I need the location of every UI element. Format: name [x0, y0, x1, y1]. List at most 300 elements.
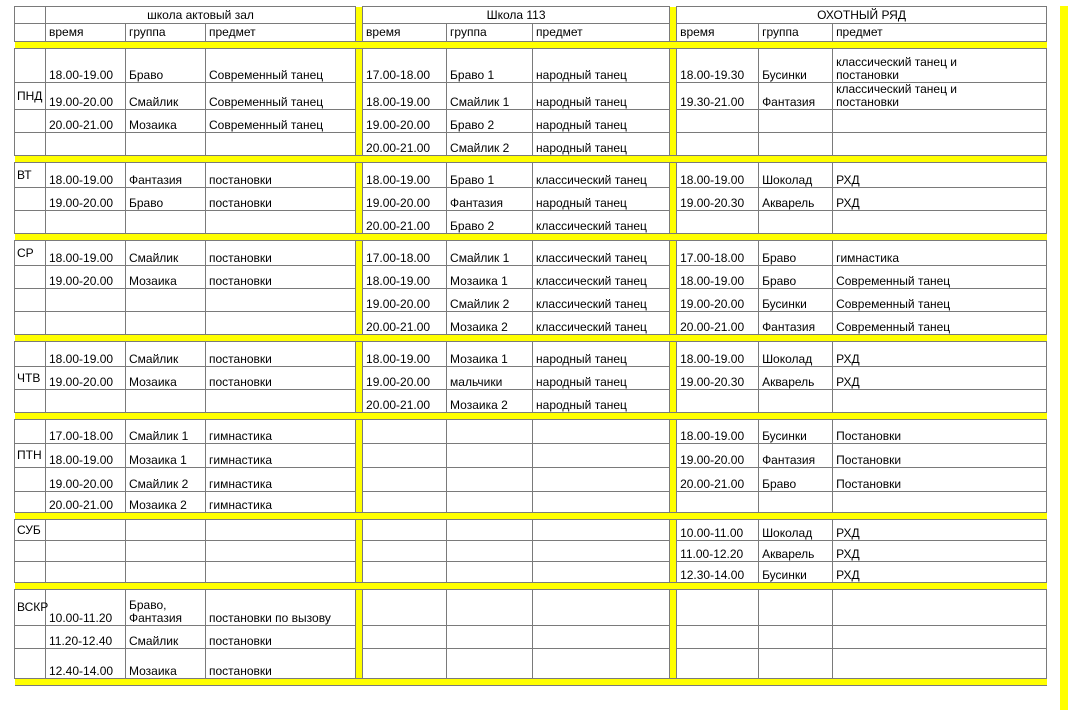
yellow-separator: [356, 266, 363, 289]
time-cell: 19.00-20.00: [677, 289, 759, 312]
group-cell: [447, 492, 533, 513]
subject-cell: гимнастика: [206, 444, 356, 468]
subject-cell: Постановки: [833, 468, 1047, 492]
time-cell: 19.00-20.00: [46, 266, 126, 289]
group-cell: Шоколад: [759, 342, 833, 367]
yellow-separator: [15, 583, 1047, 590]
subject-cell: постановки: [206, 342, 356, 367]
schedule-row: [15, 626, 1047, 649]
time-cell: 19.00-20.00: [677, 444, 759, 468]
schedule-row: [15, 312, 1047, 335]
schedule-row: [15, 390, 1047, 413]
group-cell: Мозаика: [126, 367, 206, 390]
day-label-cell: [15, 110, 46, 133]
venue-header: Школа 113: [363, 7, 670, 24]
day-label-cell: ВТ: [15, 163, 46, 188]
group-cell: Фантазия: [447, 188, 533, 211]
day-label-cell: [15, 390, 46, 413]
group-cell: Смайлик 1: [126, 420, 206, 444]
yellow-separator: [356, 312, 363, 335]
day-label-cell: [15, 649, 46, 679]
col-header-subject: предмет: [533, 24, 670, 42]
time-cell: 18.00-19.00: [677, 420, 759, 444]
yellow-separator: [15, 42, 1047, 49]
time-cell: [677, 492, 759, 513]
col-header-time: время: [363, 24, 447, 42]
subject-cell: [533, 492, 670, 513]
yellow-separator: [356, 420, 363, 444]
subject-cell: народный танец: [533, 83, 670, 110]
subject-cell: народный танец: [533, 133, 670, 156]
group-cell: Акварель: [759, 541, 833, 562]
time-cell: [363, 420, 447, 444]
yellow-separator: [356, 7, 363, 24]
group-cell: Браво 2: [447, 110, 533, 133]
subject-cell: Современный танец: [206, 49, 356, 83]
time-cell: 17.00-18.00: [46, 420, 126, 444]
day-label-cell: [15, 188, 46, 211]
yellow-separator: [356, 590, 363, 626]
time-cell: 20.00-21.00: [363, 211, 447, 234]
yellow-separator: [670, 133, 677, 156]
schedule-row: [15, 211, 1047, 234]
yellow-separator: [356, 626, 363, 649]
group-cell: Смайлик 2: [126, 468, 206, 492]
yellow-separator: [670, 342, 677, 367]
subject-cell: [206, 541, 356, 562]
subject-cell: Постановки: [833, 420, 1047, 444]
time-cell: [363, 649, 447, 679]
time-cell: 20.00-21.00: [677, 468, 759, 492]
schedule-row: [15, 562, 1047, 583]
group-cell: [759, 626, 833, 649]
yellow-separator: [356, 541, 363, 562]
group-cell: [126, 541, 206, 562]
day-label-cell: [15, 49, 46, 83]
schedule-row: [15, 266, 1047, 289]
schedule-row: [15, 420, 1047, 444]
subject-cell: постановки: [206, 649, 356, 679]
schedule-row: [15, 163, 1047, 188]
subject-cell: Современный танец: [206, 83, 356, 110]
yellow-separator-row: [15, 42, 1047, 49]
time-cell: 18.00-19.30: [677, 49, 759, 83]
group-cell: [447, 541, 533, 562]
schedule-table: [14, 6, 1047, 686]
day-label-cell: [15, 289, 46, 312]
subject-cell: [206, 390, 356, 413]
time-cell: [363, 444, 447, 468]
subject-cell: [833, 133, 1047, 156]
group-cell: [759, 133, 833, 156]
subject-cell: классический танец и постановки: [833, 49, 1047, 83]
subject-cell: [533, 590, 670, 626]
subject-cell: гимнастика: [206, 468, 356, 492]
group-cell: [447, 649, 533, 679]
time-cell: [46, 211, 126, 234]
yellow-separator: [356, 211, 363, 234]
group-cell: Браво: [126, 49, 206, 83]
time-cell: 18.00-19.00: [46, 241, 126, 266]
group-cell: [759, 590, 833, 626]
schedule-row: [15, 110, 1047, 133]
yellow-separator: [670, 163, 677, 188]
subject-cell: народный танец: [533, 342, 670, 367]
group-cell: Мозаика: [126, 266, 206, 289]
time-cell: 12.40-14.00: [46, 649, 126, 679]
schedule-row: [15, 492, 1047, 513]
time-cell: 20.00-21.00: [46, 110, 126, 133]
day-label-cell: [15, 211, 46, 234]
group-cell: Бусинки: [759, 49, 833, 83]
yellow-separator: [670, 444, 677, 468]
group-cell: Мозаика: [126, 110, 206, 133]
time-cell: [677, 626, 759, 649]
group-cell: Шоколад: [759, 163, 833, 188]
time-cell: 18.00-19.00: [363, 163, 447, 188]
group-cell: [126, 520, 206, 541]
subject-cell: постановки: [206, 266, 356, 289]
yellow-separator: [670, 649, 677, 679]
group-cell: Бусинки: [759, 562, 833, 583]
yellow-separator: [15, 234, 1047, 241]
day-label-cell: [15, 562, 46, 583]
group-cell: [126, 133, 206, 156]
yellow-separator: [356, 492, 363, 513]
time-cell: [363, 520, 447, 541]
time-cell: 19.00-20.00: [363, 110, 447, 133]
subject-cell: [833, 390, 1047, 413]
subject-cell: Современный танец: [206, 110, 356, 133]
group-cell: [447, 562, 533, 583]
group-cell: Смайлик 1: [447, 241, 533, 266]
group-cell: Мозаика 2: [126, 492, 206, 513]
group-cell: Мозаика 1: [447, 342, 533, 367]
subject-cell: народный танец: [533, 49, 670, 83]
yellow-separator: [670, 24, 677, 42]
group-cell: [447, 420, 533, 444]
group-cell: [126, 562, 206, 583]
yellow-separator: [356, 390, 363, 413]
yellow-separator-row: [15, 513, 1047, 520]
subject-cell: Современный танец: [833, 312, 1047, 335]
group-cell: [759, 390, 833, 413]
time-cell: 18.00-19.00: [46, 342, 126, 367]
yellow-separator: [356, 289, 363, 312]
time-cell: 17.00-18.00: [677, 241, 759, 266]
group-cell: Браво 2: [447, 211, 533, 234]
group-cell: [126, 211, 206, 234]
column-header-row: [15, 24, 1047, 42]
subject-cell: классический танец: [533, 163, 670, 188]
group-cell: Мозаика 1: [126, 444, 206, 468]
yellow-separator: [670, 492, 677, 513]
schedule-row: [15, 468, 1047, 492]
group-cell: Акварель: [759, 367, 833, 390]
time-cell: [46, 541, 126, 562]
group-cell: Мозаика: [126, 649, 206, 679]
col-header-time: время: [677, 24, 759, 42]
group-cell: Смайлик 1: [447, 83, 533, 110]
time-cell: 19.00-20.30: [677, 367, 759, 390]
group-cell: [447, 520, 533, 541]
time-cell: [46, 562, 126, 583]
yellow-separator-row: [15, 413, 1047, 420]
group-cell: [447, 468, 533, 492]
subject-cell: Постановки: [833, 444, 1047, 468]
yellow-separator: [670, 590, 677, 626]
subject-cell: [206, 211, 356, 234]
group-cell: [126, 289, 206, 312]
time-cell: [363, 562, 447, 583]
subject-cell: [533, 444, 670, 468]
time-cell: 20.00-21.00: [677, 312, 759, 335]
group-cell: Смайлик: [126, 241, 206, 266]
yellow-separator: [356, 49, 363, 83]
yellow-separator: [356, 520, 363, 541]
time-cell: [677, 110, 759, 133]
time-cell: 20.00-21.00: [363, 133, 447, 156]
subject-cell: гимнастика: [833, 241, 1047, 266]
group-cell: Браво 1: [447, 163, 533, 188]
subject-cell: классический танец: [533, 211, 670, 234]
corner-cell: [15, 24, 46, 42]
yellow-separator: [356, 24, 363, 42]
subject-cell: [206, 562, 356, 583]
subject-cell: [833, 590, 1047, 626]
time-cell: 12.30-14.00: [677, 562, 759, 583]
day-label-cell: [15, 133, 46, 156]
time-cell: [363, 590, 447, 626]
venue-header-row: [15, 7, 1047, 24]
group-cell: Фантазия: [759, 312, 833, 335]
yellow-separator: [670, 188, 677, 211]
time-cell: [363, 468, 447, 492]
col-header-subject: предмет: [833, 24, 1047, 42]
subject-cell: [833, 626, 1047, 649]
yellow-separator: [670, 211, 677, 234]
time-cell: 18.00-19.00: [46, 49, 126, 83]
time-cell: 18.00-19.00: [46, 444, 126, 468]
group-cell: Браво: [759, 241, 833, 266]
subject-cell: классический танец: [533, 266, 670, 289]
yellow-separator: [356, 83, 363, 110]
time-cell: [363, 541, 447, 562]
yellow-separator: [670, 520, 677, 541]
group-cell: [759, 649, 833, 679]
col-header-subject: предмет: [206, 24, 356, 42]
group-cell: Мозаика 2: [447, 312, 533, 335]
yellow-separator: [670, 241, 677, 266]
col-header-group: группа: [126, 24, 206, 42]
schedule-row: [15, 83, 1047, 110]
yellow-separator: [670, 390, 677, 413]
time-cell: 19.00-20.00: [46, 468, 126, 492]
subject-cell: [833, 211, 1047, 234]
yellow-separator-row: [15, 156, 1047, 163]
subject-cell: постановки: [206, 367, 356, 390]
subject-cell: РХД: [833, 562, 1047, 583]
time-cell: 19.00-20.00: [363, 367, 447, 390]
time-cell: 18.00-19.00: [363, 83, 447, 110]
day-label-cell: ВСКР: [15, 590, 46, 626]
group-cell: [759, 492, 833, 513]
yellow-separator: [15, 335, 1047, 342]
yellow-separator: [670, 541, 677, 562]
subject-cell: постановки по вызову: [206, 590, 356, 626]
subject-cell: РХД: [833, 188, 1047, 211]
day-label-cell: [15, 626, 46, 649]
time-cell: [677, 133, 759, 156]
yellow-separator-row: [15, 234, 1047, 241]
group-cell: Бусинки: [759, 420, 833, 444]
venue-header: ОХОТНЫЙ РЯД: [677, 7, 1047, 24]
subject-cell: классический танец и постановки: [833, 83, 1047, 110]
time-cell: 18.00-19.00: [363, 342, 447, 367]
subject-cell: гимнастика: [206, 492, 356, 513]
yellow-separator: [670, 312, 677, 335]
subject-cell: [533, 468, 670, 492]
group-cell: [126, 312, 206, 335]
group-cell: Мозаика 2: [447, 390, 533, 413]
schedule-sheet: [14, 6, 1054, 686]
yellow-separator: [15, 513, 1047, 520]
schedule-row: [15, 289, 1047, 312]
group-cell: Браво, Фантазия: [126, 590, 206, 626]
yellow-separator: [670, 289, 677, 312]
corner-cell: [15, 7, 46, 24]
subject-cell: классический танец: [533, 289, 670, 312]
group-cell: Фантазия: [759, 83, 833, 110]
time-cell: 19.00-20.00: [46, 83, 126, 110]
time-cell: 18.00-19.00: [677, 266, 759, 289]
day-label-cell: [15, 468, 46, 492]
day-label-cell: СУБ: [15, 520, 46, 541]
yellow-separator: [15, 679, 1047, 686]
time-cell: 19.00-20.30: [677, 188, 759, 211]
subject-cell: [206, 520, 356, 541]
yellow-separator: [356, 649, 363, 679]
day-label-cell: [15, 342, 46, 367]
schedule-row: [15, 241, 1047, 266]
subject-cell: РХД: [833, 520, 1047, 541]
venue-header: школа актовый зал: [46, 7, 356, 24]
day-label-cell: [15, 420, 46, 444]
yellow-separator: [356, 241, 363, 266]
subject-cell: [533, 420, 670, 444]
time-cell: 19.30-21.00: [677, 83, 759, 110]
right-yellow-border: [1060, 6, 1068, 710]
day-label-cell: [15, 541, 46, 562]
subject-cell: [833, 492, 1047, 513]
subject-cell: классический танец: [533, 312, 670, 335]
yellow-separator: [356, 444, 363, 468]
day-label-cell: [15, 312, 46, 335]
yellow-separator: [670, 562, 677, 583]
time-cell: 20.00-21.00: [46, 492, 126, 513]
time-cell: [46, 133, 126, 156]
group-cell: Смайлик 2: [447, 133, 533, 156]
subject-cell: классический танец: [533, 241, 670, 266]
group-cell: Смайлик: [126, 342, 206, 367]
yellow-separator: [670, 626, 677, 649]
schedule-row: [15, 342, 1047, 367]
subject-cell: РХД: [833, 342, 1047, 367]
group-cell: Браво 1: [447, 49, 533, 83]
time-cell: [46, 390, 126, 413]
subject-cell: Современный танец: [833, 266, 1047, 289]
subject-cell: [206, 289, 356, 312]
group-cell: [126, 390, 206, 413]
time-cell: 17.00-18.00: [363, 241, 447, 266]
group-cell: Шоколад: [759, 520, 833, 541]
subject-cell: постановки: [206, 241, 356, 266]
yellow-separator: [356, 562, 363, 583]
yellow-separator: [356, 133, 363, 156]
subject-cell: народный танец: [533, 188, 670, 211]
col-header-group: группа: [759, 24, 833, 42]
time-cell: 10.00-11.00: [677, 520, 759, 541]
yellow-separator: [356, 468, 363, 492]
schedule-row: [15, 367, 1047, 390]
group-cell: Смайлик: [126, 83, 206, 110]
schedule-row: [15, 49, 1047, 83]
time-cell: 18.00-19.00: [46, 163, 126, 188]
time-cell: [363, 626, 447, 649]
time-cell: 19.00-20.00: [46, 188, 126, 211]
group-cell: Браво: [759, 266, 833, 289]
subject-cell: [533, 562, 670, 583]
time-cell: [677, 649, 759, 679]
time-cell: [363, 492, 447, 513]
yellow-separator: [670, 83, 677, 110]
time-cell: 18.00-19.00: [677, 342, 759, 367]
group-cell: [447, 590, 533, 626]
group-cell: Браво: [126, 188, 206, 211]
subject-cell: гимнастика: [206, 420, 356, 444]
schedule-row: [15, 541, 1047, 562]
time-cell: [677, 390, 759, 413]
day-label-cell: СР: [15, 241, 46, 266]
subject-cell: постановки: [206, 626, 356, 649]
subject-cell: Современный танец: [833, 289, 1047, 312]
day-label-cell: ПТН: [15, 444, 46, 468]
group-cell: [447, 626, 533, 649]
day-label-cell: [15, 492, 46, 513]
time-cell: 18.00-19.00: [363, 266, 447, 289]
time-cell: 18.00-19.00: [677, 163, 759, 188]
time-cell: 11.20-12.40: [46, 626, 126, 649]
yellow-separator: [356, 188, 363, 211]
group-cell: Смайлик 2: [447, 289, 533, 312]
subject-cell: народный танец: [533, 390, 670, 413]
group-cell: Мозаика 1: [447, 266, 533, 289]
time-cell: [46, 520, 126, 541]
subject-cell: народный танец: [533, 110, 670, 133]
time-cell: [677, 590, 759, 626]
yellow-separator: [356, 110, 363, 133]
time-cell: [46, 289, 126, 312]
schedule-row: [15, 188, 1047, 211]
schedule-body: [15, 7, 1047, 686]
group-cell: Акварель: [759, 188, 833, 211]
time-cell: [46, 312, 126, 335]
schedule-row: [15, 444, 1047, 468]
group-cell: Смайлик: [126, 626, 206, 649]
yellow-separator: [15, 156, 1047, 163]
subject-cell: [533, 649, 670, 679]
yellow-separator-row: [15, 679, 1047, 686]
